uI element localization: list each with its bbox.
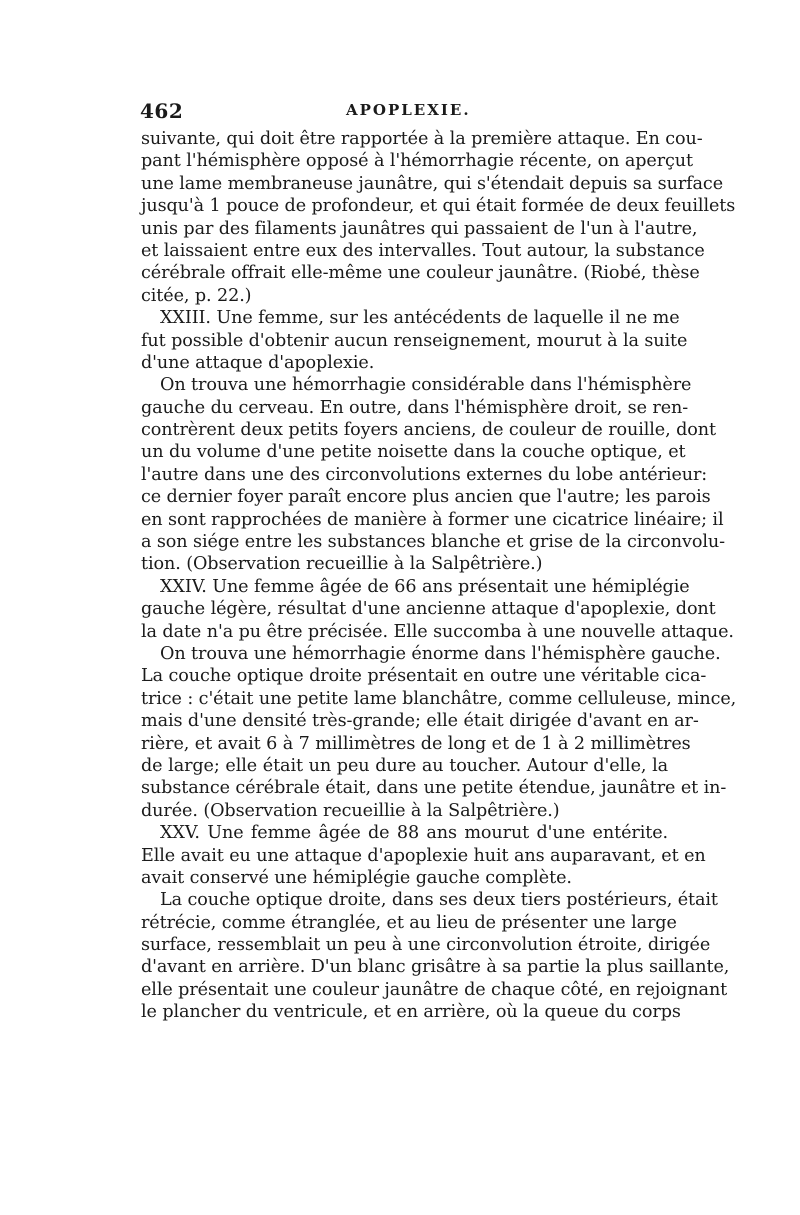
text-line: ce dernier foyer paraît encore plus ancien que l'autre; les parois bbox=[141, 487, 711, 508]
text-line: rière, et avait 6 à 7 millimètres de long et de 1 à 2 millimètres bbox=[141, 733, 691, 754]
page-number: 462 bbox=[140, 99, 184, 123]
page-header bbox=[140, 99, 666, 127]
text-line: unis par des filaments jaunâtres qui passaient de l'un à l'autre, bbox=[141, 218, 698, 239]
text-line: une lame membraneuse jaunâtre, qui s'étendait depuis sa surface bbox=[141, 173, 724, 194]
text-line: jusqu'à 1 pouce de profondeur, et qui était formée de deux feuillets bbox=[141, 196, 736, 217]
text-line: un du volume d'une petite noisette dans la couche optique, et bbox=[141, 442, 686, 463]
text-line: l'autre dans une des circonvolutions externes du lobe antérieur: bbox=[141, 464, 708, 485]
text-line: On trouva une hémorrhagie considérable dans l'hémisphère bbox=[160, 375, 692, 396]
text-line: Elle avait eu une attaque d'apoplexie huit ans auparavant, et en bbox=[141, 845, 706, 866]
text-line: pant l'hémisphère opposé à l'hémorrhagie récente, on aperçut bbox=[141, 151, 693, 172]
text-line: gauche légère, résultat d'une ancienne attaque d'apoplexie, dont bbox=[141, 599, 716, 620]
text-line: tion. (Observation recueillie à la Salpêtrière.) bbox=[141, 554, 543, 575]
text-line: mais d'une densité très-grande; elle était dirigée d'avant en ar- bbox=[141, 711, 699, 732]
text-line: citée, p. 22.) bbox=[141, 285, 252, 306]
text-line: XXV. Une femme âgée de 88 ans mourut d'une entérite. bbox=[160, 823, 668, 844]
text-line: contrèrent deux petits foyers anciens, de couleur de rouille, dont bbox=[141, 420, 716, 441]
text-line: le plancher du ventricule, et en arrière, où la queue du corps bbox=[141, 1002, 681, 1023]
text-line: a son siége entre les substances blanche et grise de la circonvolu- bbox=[141, 532, 725, 553]
text-line: la date n'a pu être précisée. Elle succomba à une nouvelle attaque. bbox=[141, 621, 734, 642]
text-line: de large; elle était un peu dure au toucher. Autour d'elle, la bbox=[141, 755, 668, 776]
text-line: XXIV. Une femme âgée de 66 ans présentait une hémiplégie bbox=[160, 576, 690, 597]
text-line: et laissaient entre eux des intervalles. Tout autour, la substance bbox=[141, 240, 705, 261]
text-line: fut possible d'obtenir aucun renseignement, mourut à la suite bbox=[141, 330, 688, 351]
text-line: durée. (Observation recueillie à la Salpêtrière.) bbox=[141, 800, 560, 821]
text-line: en sont rapprochées de manière à former une cicatrice linéaire; il bbox=[141, 509, 724, 530]
text-line: gauche du cerveau. En outre, dans l'hémisphère droit, se ren- bbox=[141, 397, 689, 418]
text-line: avait conservé une hémiplégie gauche complète. bbox=[141, 867, 572, 888]
text-line: La couche optique droite, dans ses deux tiers postérieurs, était bbox=[160, 890, 718, 911]
text-line: elle présentait une couleur jaunâtre de chaque côté, en rejoignant bbox=[141, 979, 728, 1000]
text-line: d'une attaque d'apoplexie. bbox=[141, 352, 375, 373]
text-line: d'avant en arrière. D'un blanc grisâtre à sa partie la plus saillante, bbox=[141, 957, 730, 978]
text-line: substance cérébrale était, dans une petite étendue, jaunâtre et in- bbox=[141, 778, 727, 799]
text-line: suivante, qui doit être rapportée à la première attaque. En cou- bbox=[141, 129, 703, 149]
text-line: La couche optique droite présentait en outre une véritable cica- bbox=[141, 666, 707, 687]
body-text bbox=[141, 128, 737, 1024]
text-line: surface, ressemblait un peu à une circonvolution étroite, dirigée bbox=[141, 935, 711, 956]
text-line: rétrécie, comme étranglée, et au lieu de présenter une large bbox=[141, 912, 677, 933]
text-line: trice : c'était une petite lame blanchâtre, comme celluleuse, mince, bbox=[141, 688, 737, 709]
text-line: XXIII. Une femme, sur les antécédents de laquelle il ne me bbox=[160, 308, 680, 329]
running-title: APOPLEXIE. bbox=[346, 101, 471, 119]
text-line: cérébrale offrait elle-même une couleur jaunâtre. (Riobé, thèse bbox=[141, 263, 700, 284]
text-line: On trouva une hémorrhagie énorme dans l'hémisphère gauche. bbox=[160, 643, 721, 664]
